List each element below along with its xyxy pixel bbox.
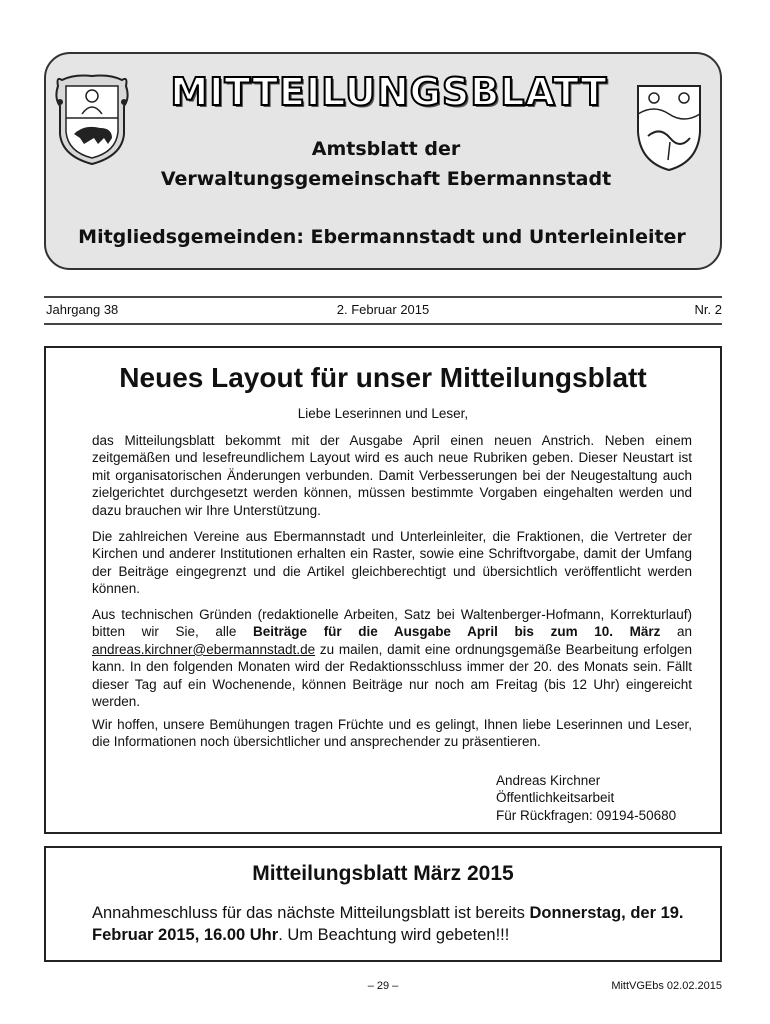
header-rule-top [44,296,722,298]
signature-role: Öffentlichkeitsarbeit [496,790,615,806]
deadline-text [92,902,692,946]
deadline-text-b: . Um Beachtung wird gebeten!!! [278,926,510,944]
masthead [44,52,722,270]
article-paragraph-3 [92,606,692,710]
signature-contact: Für Rückfragen: 09194-50680 [496,807,677,823]
ebermannstadt-coat-of-arms-icon [54,72,130,168]
signature-name: Andreas Kirchner [496,773,601,788]
paragraph-3-text-c: zu mailen, damit eine ordnungsgemäße Bearbeitung erfolgen kann. In den folgenden Monaten wird der Redaktionsschluss immer der 20. des Monats sein. Fällt dieser Tag auf ein Wochenende, können Beiträge nur noch am Freitag (bis 12 Uhr) eingereicht werden. [92,641,692,710]
issue-number: Nr. 2 [694,302,722,317]
paragraph-3-text-b: an [660,624,692,640]
email-link[interactable]: andreas.kirchner@ebermannstadt.de [92,641,316,657]
deadline-date-bold: Donnerstag, der 19. Februar 2015, 16.00 Uhr [92,904,684,944]
article-paragraph-4: Wir hoffen, unsere Bemühungen tragen Früchte und es gelingt, Ihnen liebe Leserinnen und Leser, die Informationen noch übersichtlicher und ansprechender zu präsentieren. [92,717,692,750]
header-rule-bottom [44,323,722,325]
article-paragraph-2: Die zahlreichen Vereine aus Ebermannstadt und Unterleinleiter, die Fraktionen, die Vertreter der Kirchen und anderer Institutionen erhalten ein Raster, sowie eine Schriftvorgabe, damit der Umfang der Beiträge eingegrenzt und die Artikel gleichberechtigt und übersichtlich veröffentlicht werden können. [92,529,692,597]
issue-date: 2. Februar 2015 [336,302,430,317]
unterleinleiter-coat-of-arms-icon [634,82,704,174]
masthead-member-communities: Mitgliedsgemeinden: Ebermannstadt und Unterleinleiter [78,226,686,248]
article-new-layout [44,346,722,834]
deadline-text-a: Annahmeschluss für das nächste Mitteilungsblatt ist bereits [92,904,530,922]
page-footer [44,980,722,996]
issue-year: Jahrgang 38 [46,302,119,317]
masthead-subtitle-line2: Verwaltungsgemeinschaft Ebermannstadt [160,168,612,190]
article-title: Neues Layout für unser Mitteilungsblatt [119,362,647,393]
issue-info-row [44,302,722,322]
masthead-subtitle-line1: Amtsblatt der [311,138,461,160]
article-march-deadline [44,846,722,962]
page-number: – 29 – [367,980,399,992]
article-salutation: Liebe Leserinnen und Leser, [297,406,469,421]
footer-reference: MittVGEbs 02.02.2015 [611,980,722,992]
article-paragraph-1: das Mitteilungsblatt bekommt mit der Ausgabe April einen neuen Anstrich. Neben einem zeitgemäßen und lesefreundlichem Layout wird es auch neue Rubriken geben. Dieser Neustart ist mit organisatorischen Änderungen verbunden. Damit Verbesserungen bei der Neugestaltung auch zielgerichtet durchgesetzt werden können, müssen bestimmte Vorgaben eingehalten werden und dazu brauchen wir Ihre Unterstützung. [92,433,692,518]
submission-deadline-bold: Beiträge für die Ausgabe April bis zum 10. März [253,624,661,640]
deadline-title: Mitteilungsblatt März 2015 [252,862,514,885]
signature-block [496,772,676,824]
masthead-title: MITTEILUNGSBLATT [170,70,608,114]
paragraph-3-text-a: Aus technischen Gründen (redaktionelle Arbeiten, Satz bei Waltenberger-Hofmann, Korrekturlauf) bitten wir Sie, alle [92,607,692,640]
